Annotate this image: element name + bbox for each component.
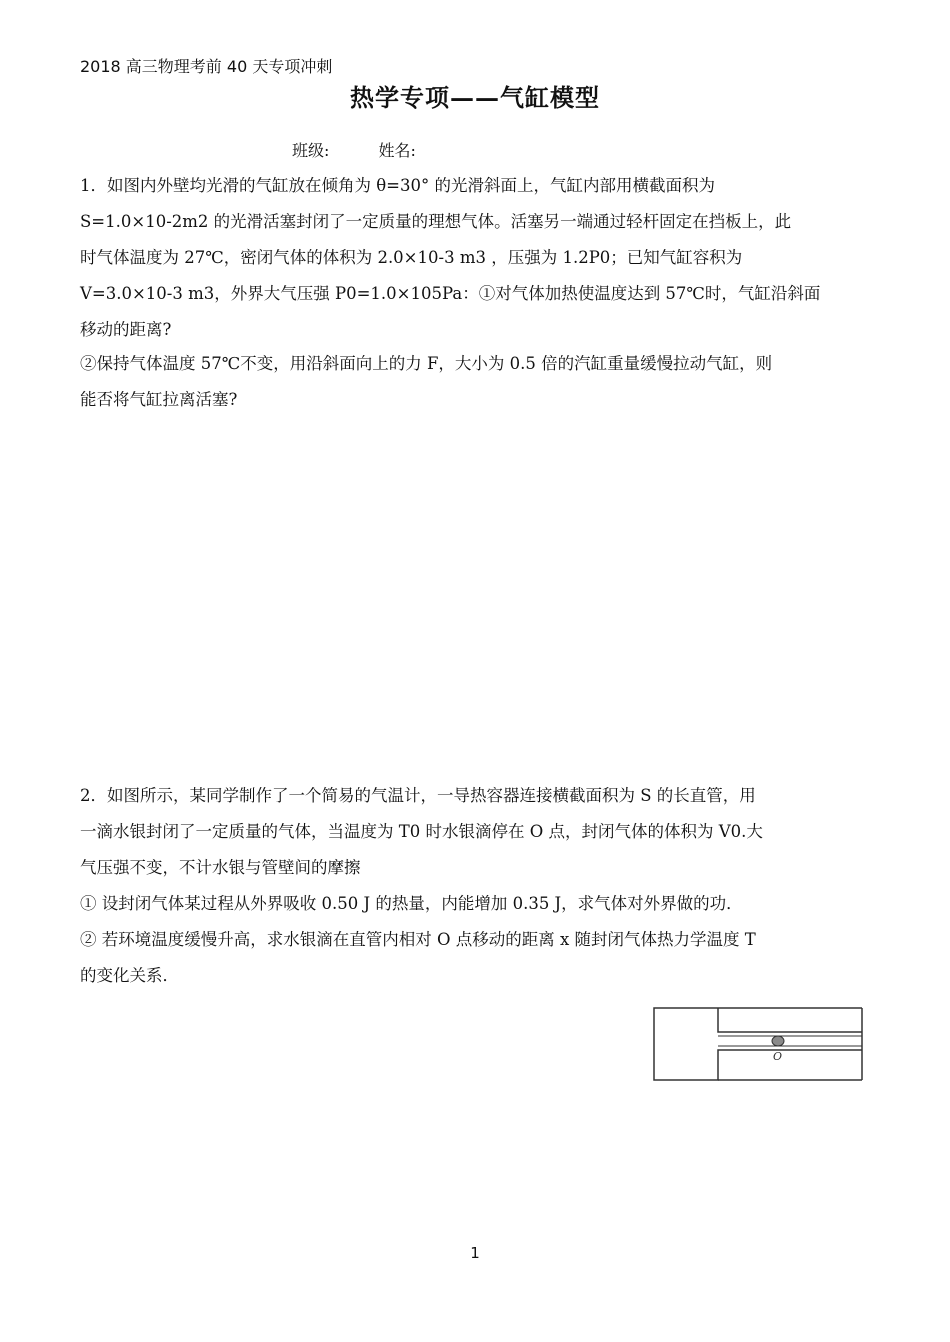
question-2-line-2: 一滴水银封闭了一定质量的气体，当温度为 T0 时水银滴停在 O 点，封闭气体的体积为 V0.大 <box>80 822 763 841</box>
question-1-line-2: S=1.0×10-2m2 的光滑活塞封闭了一定质量的理想气体。活塞另一端通过轻杆固定在挡板上，此 <box>80 212 792 231</box>
question-2-part-2 <box>80 922 872 994</box>
question-1-part-2-line-1: ②保持气体温度 57℃不变，用沿斜面向上的力 F，大小为 0.5 倍的汽缸重量缓慢拉动气缸，则 <box>80 354 773 373</box>
page-title: 热学专项——气缸模型 <box>350 83 600 112</box>
class-label: 班级: <box>292 141 330 160</box>
question-1-line-3: 时气体温度为 27℃，密闭气体的体积为 2.0×10-3 m3 ，压强为 1.2P0；已知气缸容积为 <box>80 248 743 267</box>
container-outline <box>654 1008 862 1080</box>
question-1-line-4: V=3.0×10-3 m3，外界大气压强 P0=1.0×105Pa：①对气体加热使温度达到 57℃时，气缸沿斜面 <box>80 284 821 303</box>
question-2 <box>80 778 872 886</box>
question-2-part-1-text: ① 设封闭气体某过程从外界吸收 0.50 J 的热量，内能增加 0.35 J，求气体对外界做的功． <box>80 894 743 913</box>
question-1-line-1: 1．如图内外壁均光滑的气缸放在倾角为 θ=30° 的光滑斜面上，气缸内部用横截面积为 <box>80 176 715 195</box>
name-label: 姓名: <box>378 141 416 160</box>
tube-top-outline <box>718 1008 862 1032</box>
thermometer-diagram <box>652 1006 864 1084</box>
question-1 <box>80 168 872 348</box>
mercury-drop <box>772 1036 784 1046</box>
question-2-line-1: 2．如图所示，某同学制作了一个简易的气温计，一导热容器连接横截面积为 S 的长直管，用 <box>80 786 756 805</box>
question-2-line-3: 气压强不变，不计水银与管壁间的摩擦 <box>80 858 361 877</box>
question-2-part-2-line-1: ② 若环境温度缓慢升高，求水银滴在直管内相对 O 点移动的距离 x 随封闭气体热力学温度 T <box>80 930 756 949</box>
question-2-part-1 <box>80 886 872 922</box>
question-2-part-2-line-2: 的变化关系． <box>80 966 179 985</box>
point-o-label: O <box>773 1050 783 1063</box>
document-header: 2018 高三物理考前 40 天专项冲刺 <box>80 57 333 76</box>
class-name-line <box>292 138 460 161</box>
page-number: 1 <box>470 1244 480 1262</box>
question-1-part-2 <box>80 346 872 418</box>
question-1-part-2-line-2: 能否将气缸拉离活塞? <box>80 390 238 409</box>
question-1-line-5: 移动的距离? <box>80 320 172 339</box>
